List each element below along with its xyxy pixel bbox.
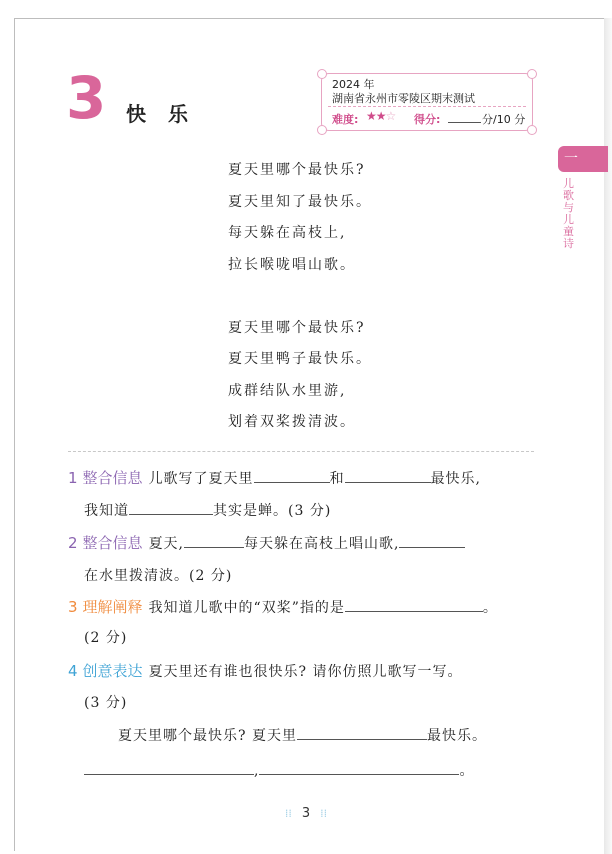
- test-info-box: [321, 73, 533, 131]
- question-tag: 整合信息: [82, 469, 143, 487]
- question-2-line-1: [68, 532, 465, 555]
- unit-side-tab: [558, 146, 608, 172]
- difficulty-stars-icon: [366, 109, 395, 123]
- lesson-title: 快乐: [126, 102, 210, 126]
- left-ornament-icon: ⁞⁞: [284, 807, 292, 820]
- answer-blank[interactable]: [254, 468, 330, 483]
- poem-line: 拉长喉咙唱山歌。: [228, 256, 356, 273]
- question-text: 我知道: [84, 503, 129, 519]
- corner-notch: [317, 125, 327, 135]
- corner-notch: [527, 125, 537, 135]
- question-text: 最快乐。: [426, 728, 487, 744]
- unit-title: 儿歌与儿童诗: [563, 177, 574, 250]
- poem-line: 成群结队水里游,: [228, 382, 347, 399]
- question-4-line-1: [68, 660, 463, 683]
- star-filled-icon: ★★: [366, 109, 386, 123]
- right-ornament-icon: ⁞⁞: [320, 807, 328, 820]
- score-label: 得分:: [414, 113, 441, 126]
- poem-line: 夏天里哪个最快乐?: [228, 162, 366, 178]
- question-tag: 创意表达: [82, 662, 143, 680]
- poem-line: 夏天里知了最快乐。: [228, 193, 372, 210]
- answer-blank[interactable]: [345, 597, 483, 612]
- question-number: 3: [68, 598, 79, 616]
- question-number: 1: [68, 469, 79, 487]
- test-year: 2024 年: [332, 78, 375, 91]
- page-number: 3: [301, 806, 311, 821]
- corner-notch: [317, 69, 327, 79]
- corner-notch: [527, 69, 537, 79]
- question-3-line-1: [68, 596, 498, 619]
- question-text: 。: [459, 763, 475, 779]
- poem-line: 划着双桨拨清波。: [228, 414, 356, 430]
- question-3-line-2: [84, 627, 127, 649]
- question-text: 夏天里还有谁也很快乐? 请你仿照儿歌写一写。: [148, 664, 463, 680]
- question-4-line-3: [118, 725, 487, 747]
- poem: [228, 160, 372, 444]
- question-tag: 理解阐释: [82, 598, 143, 616]
- question-tag: 整合信息: [82, 534, 143, 552]
- question-2-line-2: [84, 565, 232, 587]
- lesson-number: 3: [66, 64, 107, 132]
- poem-line: 每天躲在高枝上,: [228, 225, 347, 241]
- score-input-line[interactable]: [448, 122, 481, 123]
- difficulty-label: 难度:: [332, 113, 359, 126]
- question-number: 2: [68, 534, 79, 552]
- question-1-line-2: [84, 500, 331, 522]
- answer-blank[interactable]: [84, 760, 254, 775]
- question-text: 我知道儿歌中的“双桨”指的是: [148, 600, 345, 616]
- question-text: ,: [254, 763, 260, 779]
- test-name: 湖南省永州市零陵区期末测试: [332, 92, 475, 105]
- question-text: 儿歌写了夏天里: [148, 471, 254, 487]
- score-total: 分/10 分: [482, 113, 526, 126]
- test-box-divider: [328, 106, 526, 107]
- question-number: 4: [68, 662, 79, 680]
- question-4-line-2: [84, 692, 127, 714]
- answer-blank[interactable]: [184, 533, 244, 548]
- answer-blank[interactable]: [297, 725, 427, 740]
- question-text: 夏天,: [148, 536, 185, 552]
- question-text: 夏天里哪个最快乐? 夏天里: [118, 728, 297, 744]
- stanza-gap: [228, 286, 372, 318]
- page-edge-shadow: [604, 18, 612, 854]
- section-divider: [68, 451, 534, 452]
- question-text: 最快乐,: [430, 471, 482, 487]
- answer-blank[interactable]: [259, 760, 459, 775]
- question-text: (3 分): [84, 695, 128, 711]
- unit-number: 一: [564, 151, 578, 167]
- question-text: 和: [329, 471, 345, 487]
- question-1-line-1: [68, 467, 481, 490]
- answer-blank[interactable]: [129, 500, 213, 515]
- answer-blank[interactable]: [345, 468, 431, 483]
- star-empty-icon: ☆: [385, 109, 396, 123]
- question-text: (2 分): [84, 630, 128, 646]
- answer-blank[interactable]: [399, 533, 465, 548]
- page-number-footer: [0, 806, 612, 821]
- question-4-line-4: [84, 760, 474, 782]
- question-text: 在水里拨清波。(2 分): [84, 568, 233, 584]
- question-text: 每天躲在高枝上唱山歌,: [244, 536, 400, 552]
- question-text: 。: [482, 600, 498, 616]
- poem-line: 夏天里哪个最快乐?: [228, 319, 366, 336]
- poem-line: 夏天里鸭子最快乐。: [228, 351, 372, 367]
- question-text: 其实是蝉。(3 分): [213, 503, 332, 519]
